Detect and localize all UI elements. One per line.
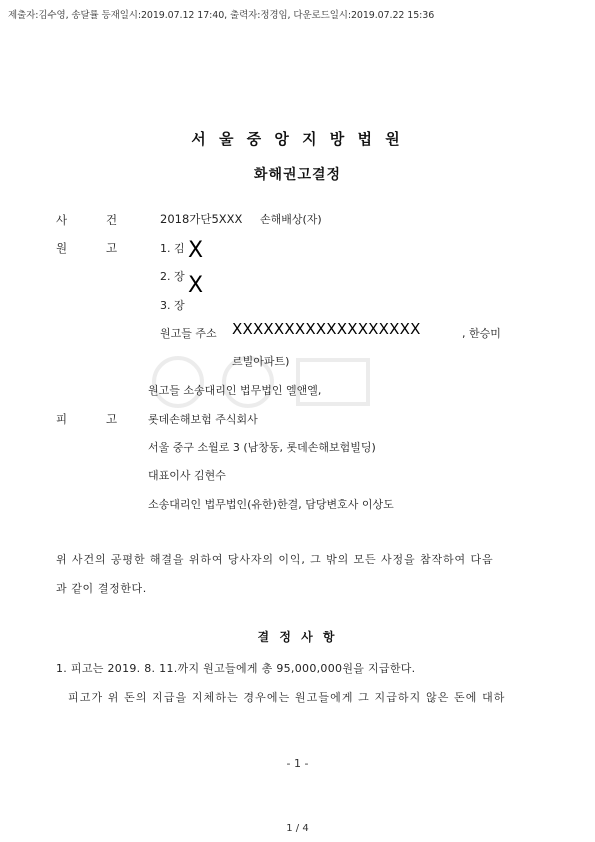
- decision-item-1: 1. 피고는 2019. 8. 11.까지 원고들에게 총 95,000,000원을 지급한다.: [56, 662, 416, 675]
- defendant-address: 서울 중구 소월로 3 (남창동, 롯데손해보험빌딩): [148, 441, 376, 454]
- plaintiff-address-label: 원고들 주소: [160, 327, 217, 340]
- plaintiff-label-char-1: 원: [56, 241, 68, 255]
- decision-item-1-continued: 피고가 위 돈의 지급을 지체하는 경우에는 원고들에게 그 지급하지 않은 돈에 대하: [68, 691, 506, 704]
- document-title: 화해권고결정: [253, 167, 342, 183]
- plaintiff-label-char-2: 고: [106, 241, 118, 255]
- defendant-name: 롯데손해보험 주식회사: [148, 413, 258, 426]
- redaction-mark-1: X: [188, 238, 204, 263]
- plaintiff-address-continued: 르빌아파트): [232, 355, 290, 368]
- defendant-label-char-1: 피: [56, 412, 68, 426]
- plaintiff-address-tail: , 한승미: [462, 327, 501, 340]
- redaction-mark-2: X: [188, 273, 204, 298]
- defendant-counsel: 소송대리인 법무법인(유한)한결, 담당변호사 이상도: [148, 498, 394, 511]
- address-redaction: XXXXXXXXXXXXXXXXXX: [232, 320, 421, 338]
- plaintiff-name-2: 2. 장: [160, 270, 185, 283]
- defendant-label-char-2: 고: [106, 412, 118, 426]
- plaintiff-name-3: 3. 장: [160, 299, 185, 312]
- intro-line-2: 과 같이 결정한다.: [56, 582, 147, 595]
- download-metadata-line: 제출자:김수영, 송달률 등재일시:2019.07.12 17:40, 출력자:정경임, 다운로드일시:2019.07.22 15:36: [8, 10, 435, 21]
- case-label-char-2: 건: [106, 213, 118, 227]
- intro-line-1: 위 사건의 공평한 해결을 위하여 당사자의 이익, 그 밖의 모든 사정을 참작하여 다음: [56, 553, 494, 566]
- defendant-representative: 대표이사 김현수: [148, 469, 226, 482]
- case-label-char-1: 사: [56, 213, 68, 227]
- plaintiff-name-1: 1. 김: [160, 242, 185, 255]
- court-name: 서 울 중 앙 지 방 법 원: [191, 130, 404, 148]
- case-number: 2018가단5XXX: [160, 212, 243, 226]
- page-number: - 1 -: [286, 757, 309, 770]
- section-title: 결 정 사 항: [257, 630, 338, 644]
- plaintiff-counsel: 원고들 소송대리인 법무법인 엘앤엘,: [148, 384, 322, 397]
- page-count: 1 / 4: [286, 823, 309, 834]
- case-name: 손해배상(자): [260, 213, 322, 226]
